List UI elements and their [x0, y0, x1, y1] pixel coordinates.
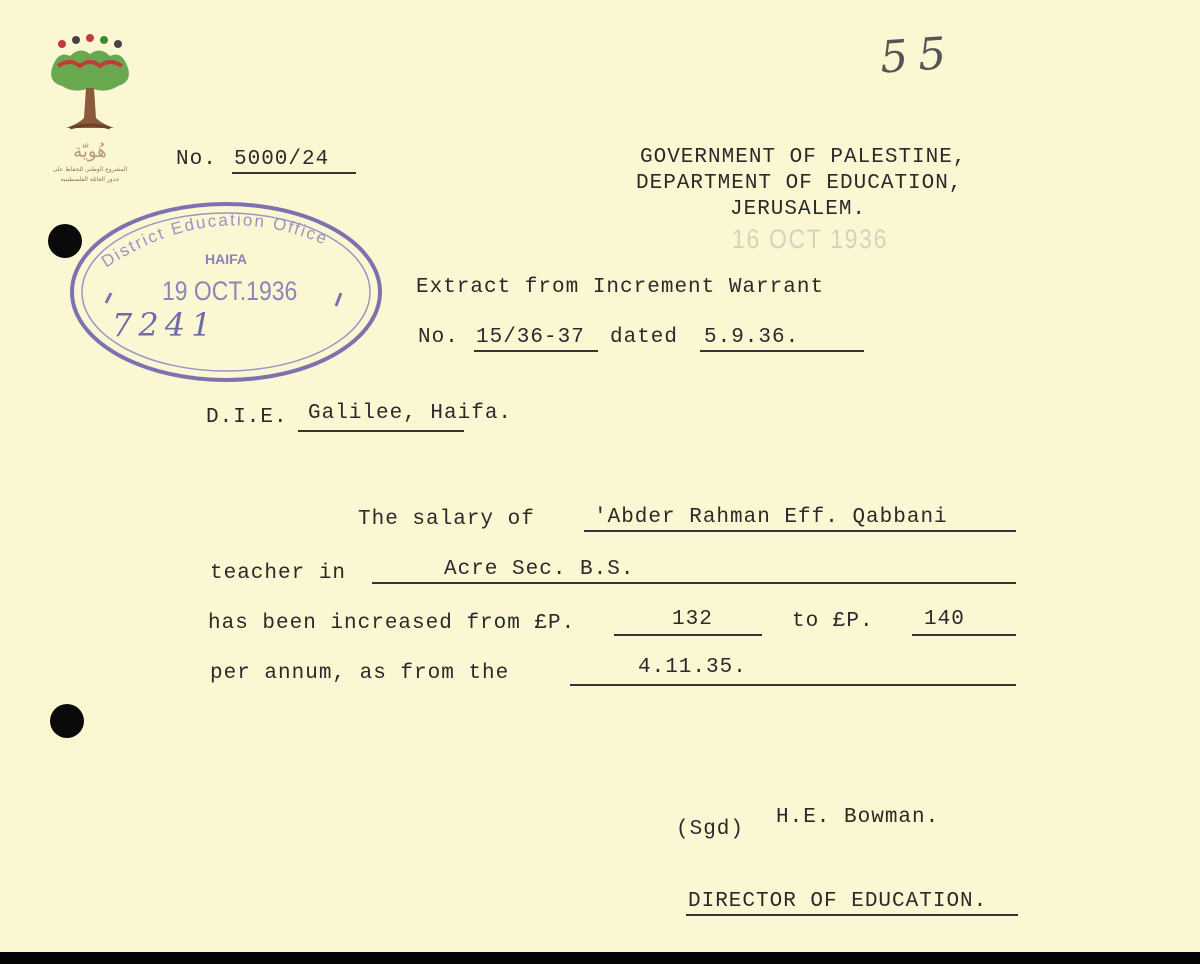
- teacher-name-underline: [584, 530, 1016, 532]
- warrant-number-underline: [474, 350, 598, 352]
- extract-title: Extract from Increment Warrant: [416, 276, 825, 299]
- addressee-value: Galilee, Haifa.: [308, 402, 513, 425]
- reference-label: No.: [176, 148, 217, 171]
- school-name: Acre Sec. B.S.: [444, 558, 635, 581]
- org-line-1: GOVERNMENT OF PALESTINE,: [640, 146, 967, 169]
- to-label: to £P.: [792, 610, 874, 633]
- school-underline: [372, 582, 1016, 584]
- increase-label: has been increased from £P.: [208, 612, 576, 635]
- logo-caption-line1: المشروع الوطني للحفاظ على: [52, 166, 128, 173]
- teacher-name: 'Abder Rahman Eff. Qabbani: [594, 506, 948, 529]
- effective-label: per annum, as from the: [210, 662, 510, 685]
- punch-hole-bottom: [50, 704, 84, 738]
- stamp-title: District Education Office: [97, 210, 332, 272]
- stamp-date: 19 OCT.1936: [162, 276, 298, 306]
- warrant-number: 15/36-37: [476, 326, 585, 349]
- from-amount-underline: [614, 634, 762, 636]
- signatory-title: DIRECTOR OF EDUCATION.: [688, 890, 988, 913]
- reference-number: 5000/24: [234, 148, 330, 171]
- dated-value: 5.9.36.: [704, 326, 800, 349]
- effective-date-underline: [570, 684, 1016, 686]
- scan-bottom-edge: [0, 952, 1200, 964]
- received-date-stamp: 16 OCT 1936: [732, 224, 889, 254]
- reference-underline: [232, 172, 356, 174]
- org-line-2: DEPARTMENT OF EDUCATION,: [636, 172, 963, 195]
- signatory-name: H.E. Bowman.: [776, 806, 940, 829]
- warrant-no-label: No.: [418, 326, 459, 349]
- svg-text:هُويّة: هُويّة: [73, 141, 107, 162]
- logo-caption-line2: جذور العائلة الفلسطينية: [60, 176, 120, 183]
- stamp-number: 7241: [112, 306, 218, 344]
- org-line-3: JERUSALEM.: [730, 198, 867, 221]
- from-amount: 132: [672, 608, 713, 631]
- to-amount-underline: [912, 634, 1016, 636]
- dated-label: dated: [610, 326, 679, 349]
- sgd-label: (Sgd): [676, 818, 745, 841]
- salary-label: The salary of: [358, 508, 535, 531]
- teacher-label: teacher in: [210, 562, 347, 585]
- page-number: 55: [878, 27, 958, 84]
- addressee-underline: [298, 430, 464, 432]
- addressee-label: D.I.E.: [206, 406, 288, 429]
- to-amount: 140: [924, 608, 965, 631]
- stamp-city: HAIFA: [205, 251, 247, 267]
- dated-underline: [700, 350, 864, 352]
- effective-date: 4.11.35.: [638, 656, 747, 679]
- signatory-title-underline: [686, 914, 1018, 916]
